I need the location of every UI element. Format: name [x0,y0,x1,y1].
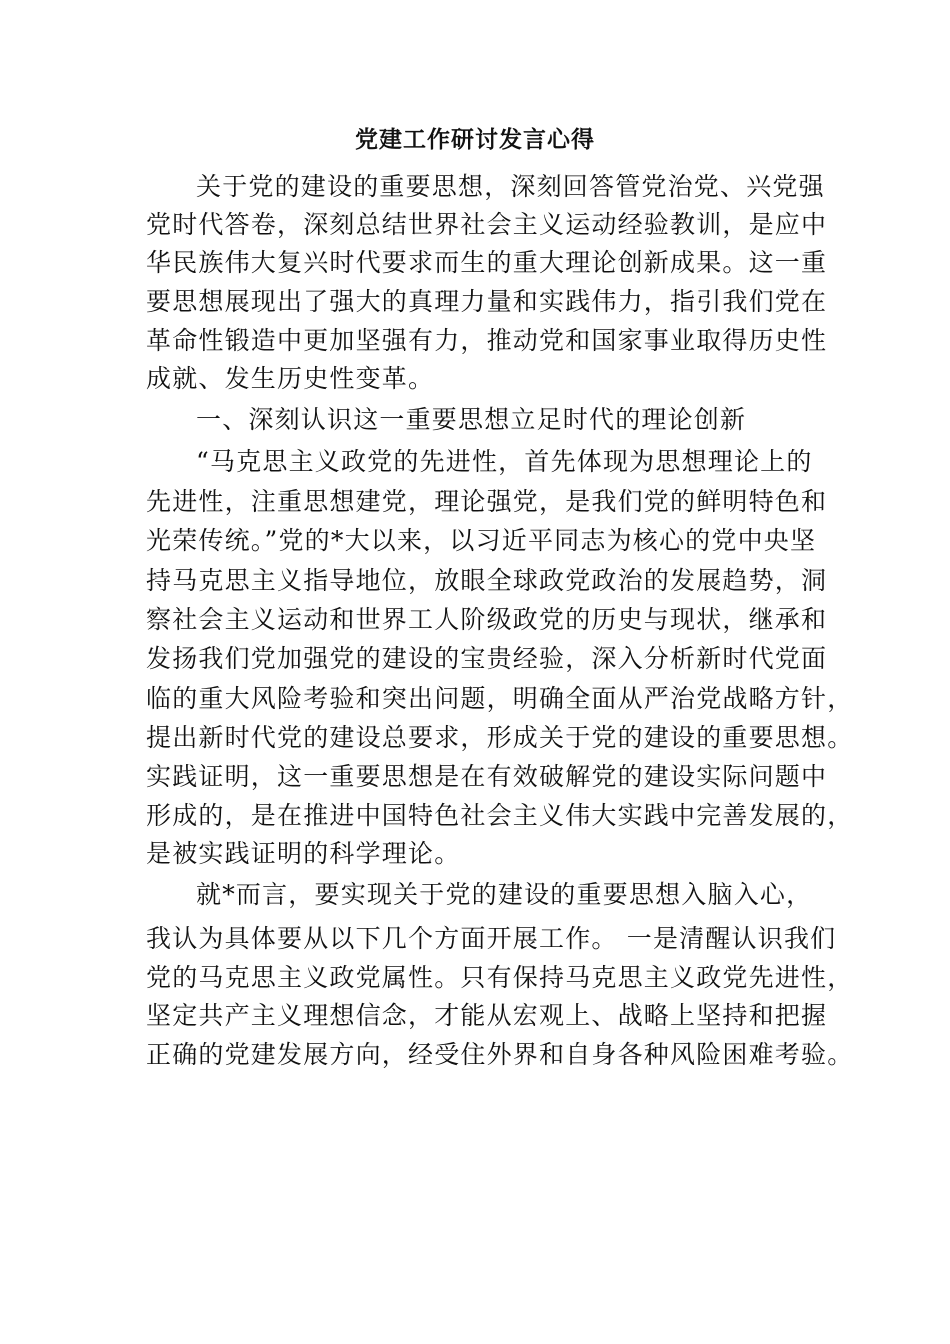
paragraph-line: 正确的党建发展方向，经受住外界和自身各种风险困难考验。 [146,1040,854,1069]
paragraph-line: 提出新时代党的建设总要求，形成关于党的建设的重要思想。 [146,723,854,752]
paragraph-line: 成就、发生历史性变革。 [146,364,435,393]
paragraph-line: 华民族伟大复兴时代要求而生的重大理论创新成果。这一重 [146,248,828,277]
document-title: 党建工作研讨发言心得 [355,126,595,153]
paragraph-line: 我认为具体要从以下几个方面开展工作。 一是清醒认识我们 [146,924,837,953]
paragraph-line: 关于党的建设的重要思想，深刻回答管党治党、兴党强 [196,172,825,201]
paragraph-line: 是被实践证明的科学理论。 [146,839,461,868]
paragraph-line: 先进性，注重思想建党，理论强党，是我们党的鲜明特色和 [146,487,828,516]
paragraph-line: 光荣传统。”党的*大以来，以习近平同志为核心的党中央坚 [146,526,817,555]
paragraph-line: 坚定共产主义理想信念，才能从宏观上、战略上坚持和把握 [146,1001,828,1030]
paragraph-line: 形成的，是在推进中国特色社会主义伟大实践中完善发展的， [146,801,854,830]
paragraph-line: 临的重大风险考验和突出问题，明确全面从严治党战略方针， [146,684,854,713]
paragraph-line: 实践证明，这一重要思想是在有效破解党的建设实际问题中 [146,762,828,791]
paragraph-line: 察社会主义运动和世界工人阶级政党的历史与现状，继承和 [146,605,828,634]
paragraph-line: 党时代答卷，深刻总结世界社会主义运动经验教训，是应中 [146,210,828,239]
paragraph-line: 发扬我们党加强党的建设的宝贵经验，深入分析新时代党面 [146,644,828,673]
paragraph-line: 革命性锻造中更加坚强有力，推动党和国家事业取得历史性 [146,326,828,355]
paragraph-line: 要思想展现出了强大的真理力量和实践伟力，指引我们党在 [146,287,828,316]
section-heading: 一、深刻认识这一重要思想立足时代的理论创新 [196,405,747,434]
paragraph-line: 党的马克思主义政党属性。只有保持马克思主义政党先进性， [146,963,854,992]
paragraph-line: 持马克思主义指导地位，放眼全球政党政治的发展趋势，洞 [146,566,828,595]
paragraph-line: 就*而言，要实现关于党的建设的重要思想入脑入心， [196,880,813,909]
paragraph-line: “马克思主义政党的先进性，首先体现为思想理论上的 [196,447,813,476]
